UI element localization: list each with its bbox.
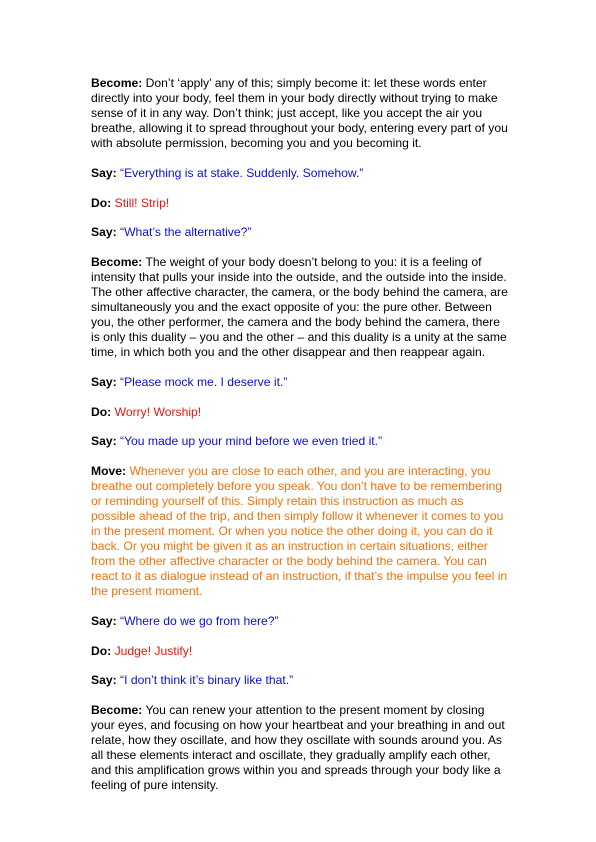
paragraph-become — [91, 76, 511, 151]
paragraph-label: Move: — [91, 463, 127, 478]
paragraph-text: “I don’t think it’s binary like that.” — [120, 673, 294, 688]
paragraph-text: Judge! Justify! — [114, 643, 193, 658]
paragraph-text: Worry! Worship! — [114, 404, 202, 419]
paragraph-do — [91, 405, 511, 420]
paragraph-label: Say: — [91, 374, 117, 389]
paragraph-text: Still! Strip! — [114, 195, 170, 210]
paragraph-label: Do: — [91, 643, 112, 658]
paragraph-text: “Everything is at stake. Suddenly. Somehow.” — [120, 165, 364, 180]
paragraph-say — [91, 673, 511, 688]
paragraph-label: Do: — [91, 404, 112, 419]
paragraph-say — [91, 434, 511, 449]
paragraph-label: Do: — [91, 195, 112, 210]
paragraph-say — [91, 375, 511, 390]
document-page — [91, 76, 511, 808]
paragraph-label: Become: — [91, 76, 143, 90]
paragraph-move — [91, 464, 511, 600]
paragraph-text: “Where do we go from here?” — [120, 614, 279, 629]
paragraph-label: Say: — [91, 673, 117, 688]
paragraph-become — [91, 255, 511, 361]
paragraph-text: “Please mock me. I deserve it.” — [120, 374, 288, 389]
paragraph-say — [91, 614, 511, 629]
paragraph-label: Say: — [91, 434, 117, 449]
paragraph-label: Become: — [91, 254, 143, 269]
paragraph-say — [91, 225, 511, 240]
paragraph-label: Become: — [91, 702, 143, 717]
paragraph-text: Whenever you are close to each other, and you are interacting, you breathe out completely before you speak. You don’t have to be remembering or reminding yourself of this. Simply retain this instruction as much as possible ahead of the trip, and then simply follow it whenever it comes to you in the present moment. Or when you notice the other doing it, you can do it back. Or you might be given it as an instruction in certain situations, either from the other affective character or the body behind the camera. You can react to it as dialogue instead of an instruction, if that’s the impulse you feel in the present moment. — [91, 463, 508, 599]
paragraph-become — [91, 703, 511, 794]
paragraph-do — [91, 196, 511, 211]
paragraph-say — [91, 166, 511, 181]
paragraph-label: Say: — [91, 225, 117, 240]
paragraph-text: “You made up your mind before we even tried it.” — [120, 434, 383, 449]
paragraph-text: “What’s the alternative?” — [120, 225, 252, 240]
paragraph-text: You can renew your attention to the present moment by closing your eyes, and focusing on how your heartbeat and your breathing in and out relate, how they oscillate, and how they oscillate with sounds around you. As all these elements interact and oscillate, they gradually amplify each other, and this amplification grows within you and spreads through your body like a feeling of pure intensity. — [91, 702, 505, 793]
paragraph-text: The weight of your body doesn’t belong to you: it is a feeling of intensity that pulls your inside into the outside, and the outside into the inside. The other affective character, the camera, or the body behind the camera, are simultaneously you and the exact opposite of you: the pure other. Between you, the other performer, the camera and the body behind the camera, there is only this duality – you and the other – and this duality is a unity at the same time, in which both you and the other disappear and then reappear again. — [91, 254, 508, 360]
paragraph-text: Don’t ‘apply’ any of this; simply become it: let these words enter directly into your body, feel them in your body directly without trying to make sense of it in any way. Don’t think; just accept, like you accept the air you breathe, allowing it to spread throughout your body, entering every part of you with absolute permission, becoming you and you becoming it. — [91, 76, 508, 151]
paragraph-do — [91, 644, 511, 659]
paragraph-label: Say: — [91, 165, 117, 180]
paragraph-label: Say: — [91, 614, 117, 629]
